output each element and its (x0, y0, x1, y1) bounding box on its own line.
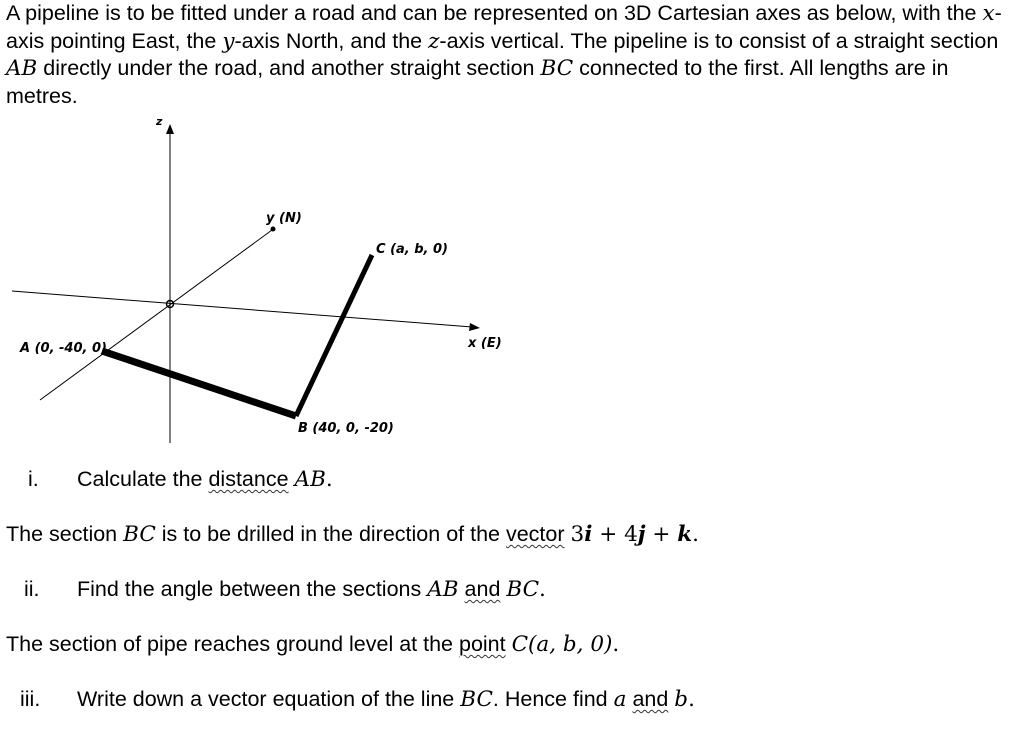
math-x: x (982, 1, 995, 26)
point-c-label: C (a, b, 0) (376, 242, 449, 257)
x-axis-label: x (E) (468, 336, 502, 351)
math-bc: BC (540, 56, 574, 81)
math-a: a (613, 687, 627, 712)
math-ab: AB (6, 56, 38, 81)
intro-paragraph (6, 0, 1018, 110)
question-ii (77, 576, 546, 603)
math-ab: AB (427, 577, 459, 602)
period: . (325, 467, 333, 492)
question-iii (77, 686, 695, 713)
period: . (688, 687, 695, 712)
spellcheck-word: point (458, 632, 506, 656)
period: . (692, 522, 699, 547)
question-number-ii: ii. (24, 577, 40, 601)
math-plus: + (592, 522, 625, 547)
z-axis-label: z (156, 115, 163, 128)
math-bc: BC (506, 577, 540, 602)
math-z: z (428, 28, 440, 54)
spellcheck-word: and (464, 577, 501, 601)
statement-point-c (6, 631, 619, 658)
question-number-iii: iii. (20, 687, 41, 711)
question-text: Calculate the (77, 467, 209, 491)
spellcheck-word: and (632, 687, 669, 711)
period: . (612, 632, 620, 657)
pipe-section-ab (102, 351, 296, 416)
math-unit-i: i (584, 522, 593, 547)
math-bc: BC (123, 522, 156, 547)
statement-bc-direction (6, 521, 699, 548)
y-axis-end (271, 227, 276, 232)
spellcheck-word: distance (208, 467, 289, 491)
question-text: Find the angle between the sections (77, 577, 428, 601)
x-axis (12, 291, 472, 327)
intro-text: -axis North, and the (234, 28, 429, 53)
question-i (77, 466, 333, 493)
point-a-label: A (0, -40, 0) (20, 341, 107, 356)
intro-text: A pipeline is to be fitted under a road and can be represented on 3D Cartesian axes as below, with the (6, 1, 983, 25)
pipeline-diagram (0, 110, 560, 455)
math-y: y (222, 28, 235, 54)
y-axis (40, 230, 272, 400)
point-b-label: B (40, 0, -20) (298, 421, 394, 436)
period: . (539, 577, 546, 602)
intro-text: directly under the road, and another straight section (37, 56, 541, 80)
question-text: Write down a vector equation of the line (77, 687, 461, 711)
intro-text: -axis vertical. The pipeline is to consist of a straight section (439, 28, 999, 53)
math-plus: + (645, 522, 678, 547)
intro-text: connected to the first. All lengths are in metres. (6, 56, 949, 108)
question-number-i: i. (28, 467, 39, 491)
math-point-c: C(a, b, 0) (511, 632, 613, 657)
x-axis-arrow (469, 323, 480, 331)
statement-text: The section (6, 522, 124, 546)
y-axis-label: y (N) (266, 211, 302, 226)
math-unit-j: j (637, 522, 646, 547)
math-unit-k: k (677, 522, 693, 547)
question-text: . Hence find (492, 687, 614, 711)
math-ab: AB (294, 467, 326, 492)
statement-text: The section of pipe reaches ground level at the (6, 632, 459, 656)
math-coefficient: 4 (624, 522, 638, 547)
statement-text: is to be drilled in the direction of the (155, 522, 506, 546)
math-coefficient: 3 (570, 522, 585, 547)
math-b: b (674, 687, 689, 712)
intro-text: -axis pointing East, the (6, 1, 1002, 53)
math-bc: BC (460, 687, 493, 712)
z-axis-arrow (166, 124, 174, 134)
pipe-section-bc (296, 255, 372, 416)
spellcheck-word: vector (505, 522, 565, 546)
